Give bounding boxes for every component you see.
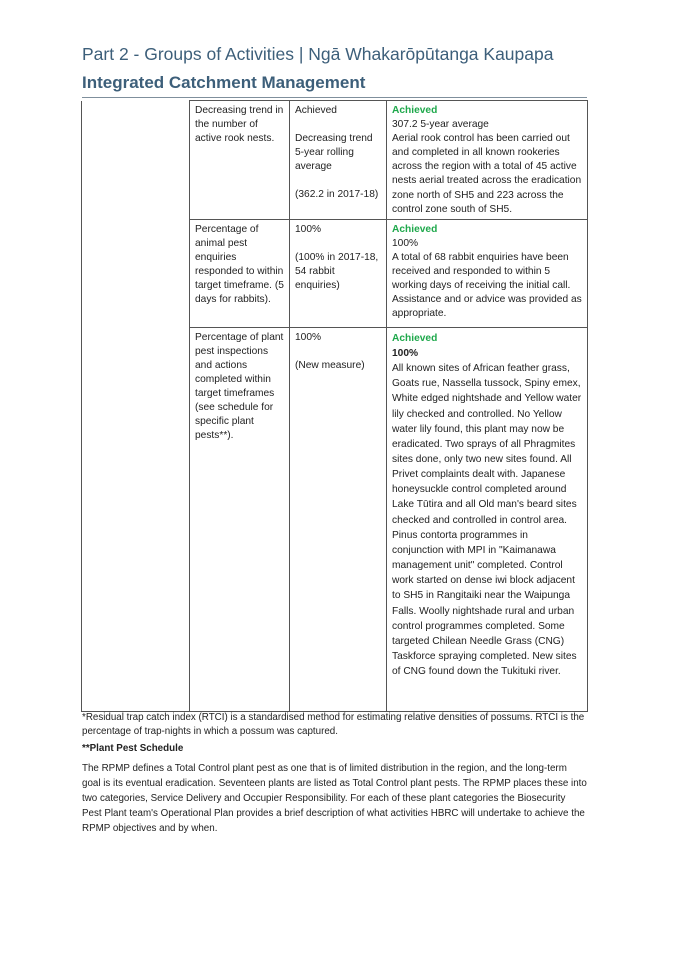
status-badge: Achieved — [392, 332, 438, 344]
part-title: Part 2 - Groups of Activities | Ngā Whakarōpūtanga Kaupapa — [82, 44, 554, 64]
target-line: (100% in 2017-18, 54 rabbit enquiries) — [295, 251, 379, 292]
measure-text: Percentage of animal pest enquiries responded to within target timeframe. (5 days for rabbits). — [195, 223, 284, 306]
result-value: 100% — [392, 237, 419, 249]
target-cell — [290, 219, 387, 327]
table-row — [82, 101, 588, 220]
result-cell — [387, 219, 588, 327]
measure-text: Decreasing trend in the number of active rook nests. — [195, 105, 284, 145]
result-cell — [387, 101, 588, 220]
target-line: (362.2 in 2017-18) — [295, 189, 379, 201]
rtci-footnote: *Residual trap catch index (RTCI) is a standardised method for estimating relative densities of possums. RTCI is the percentage of trap-nights in which a possum was captured. — [82, 712, 585, 738]
section-title: Integrated Catchment Management — [82, 73, 366, 92]
measure-cell — [190, 327, 290, 711]
target-cell — [290, 327, 387, 711]
plant-pest-schedule-heading: **Plant Pest Schedule — [82, 743, 184, 754]
performance-measures-table — [81, 100, 588, 712]
measure-cell — [190, 219, 290, 327]
result-value: 100% — [392, 347, 419, 359]
result-text: Aerial rook control has been carried out and completed in all known rookeries across the region with a total of 45 active nests aerial treated across the eradication zone north of SH5 and 223 across the control zone south of SH5. — [392, 133, 582, 215]
target-cell — [290, 101, 387, 220]
target-line: 100% — [295, 223, 322, 235]
title-divider — [82, 97, 587, 98]
measure-cell — [190, 101, 290, 220]
status-badge: Achieved — [392, 105, 438, 116]
status-badge: Achieved — [392, 223, 438, 235]
result-text: A total of 68 rabbit enquiries have been received and responded to within 5 working days of receiving the initial call. Assistance and or advice was provided as appropriate. — [392, 251, 582, 320]
plant-pest-schedule-text: The RPMP defines a Total Control plant pest as one that is of limited distribution in the region, and the long-term goal is its eventual eradication. Seventeen plants are listed as Total Control plant pests. The RPMP places these into two categories, Service Delivery and Occupier Responsibility. For each of these plant categories the Biosecurity Pest Plant team's Operational Plan provides a brief description of what activities HBRC will undertake to achieve the RPMP objectives and by when. — [82, 763, 587, 835]
target-line: 100% — [295, 331, 322, 343]
target-line: Achieved — [295, 105, 337, 116]
blank-level-of-service-cell — [82, 101, 190, 712]
result-value: 307.2 5-year average — [392, 119, 489, 131]
target-line: Decreasing trend 5-year rolling average — [295, 133, 373, 173]
result-text: All known sites of African feather grass, Goats rue, Nassella tussock, Spiny emex, White edged nightshade and Yellow water lily checked and controlled. No Yellow water lily found, this plant may now be eradicated. Two sprays of all Phragmites sites done, only two new sites found. All Privet complaints dealt with. Japanese honeysuckle control completed around Lake Tūtira and all Old man's beard sites checked and controlled in control area. Pinus contorta programmes in conjunction with MPI in "Kaimanawa management unit" completed. Control work started on dense iwi block adjacent to SH5 in Rangitaiki near the Waipunga Falls. Woolly nightshade rural and urban control programmes completed. Some targeted Chilean Needle Grass (CNG) Taskforce spraying completed. New sites of CNG found down the Tukituki river. — [392, 363, 582, 678]
measure-text: Percentage of plant pest inspections and actions completed within target timeframes (see schedule for specific plant pests**). — [195, 331, 284, 442]
target-line: (New measure) — [295, 359, 365, 371]
result-cell — [387, 327, 588, 711]
